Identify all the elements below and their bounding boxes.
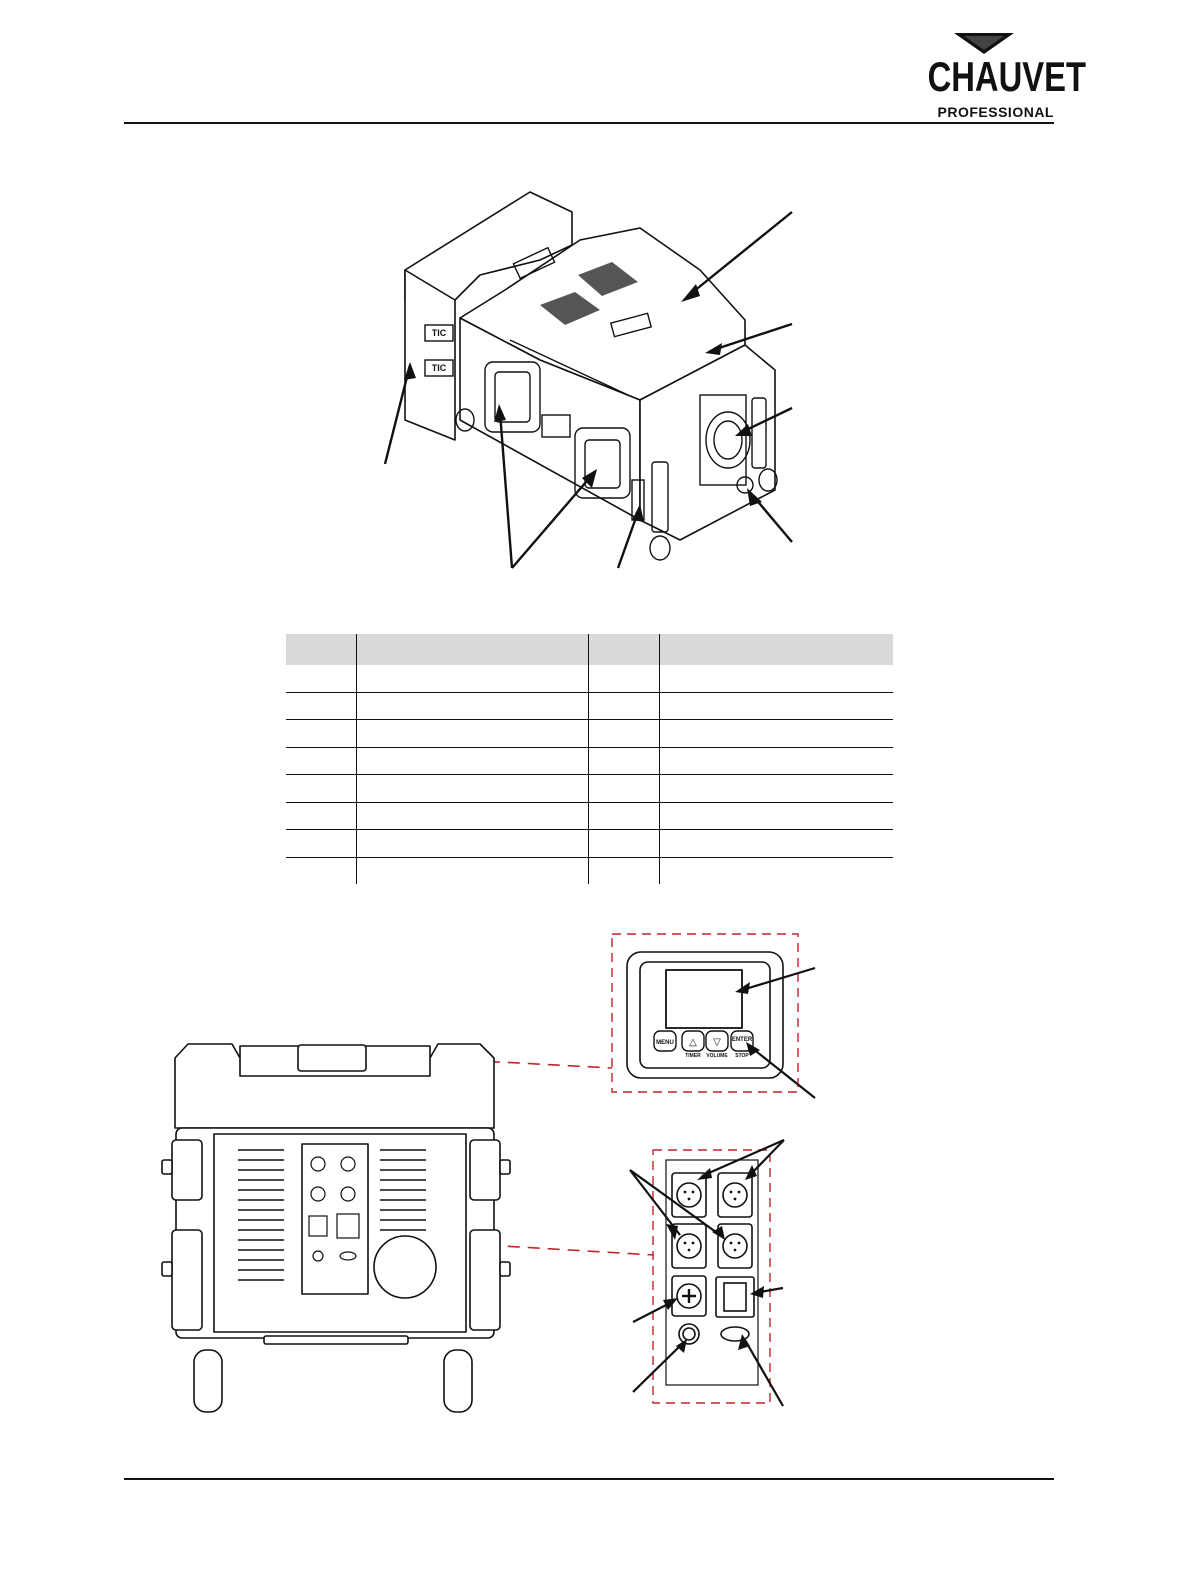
table-cell [660,720,893,748]
chauvet-professional-logo [912,30,1086,122]
table-cell [589,775,660,803]
callout-line-handle-b [512,475,592,568]
table-cell [356,775,589,803]
table-cell [286,720,356,748]
menu-button: MENU [656,1040,674,1046]
table-cell [356,802,589,830]
table-row [286,802,893,830]
parts-table [286,634,893,884]
logo-subtitle: PROFESSIONAL [937,104,1054,120]
table-cell [356,692,589,720]
timer-caption: TIMER [685,1053,701,1059]
callout-line-power [754,497,792,542]
stop-caption: STOP [735,1053,749,1059]
header-cell [356,634,589,665]
table-cell [286,747,356,775]
table-cell [356,665,589,692]
table-cell [286,692,356,720]
table-cell [589,665,660,692]
table-cell [589,830,660,858]
table-cell [589,692,660,720]
table-cell [660,857,893,884]
table-row [286,720,893,748]
front-panel-label-2: TIC [431,363,447,373]
product-front-view-figure [370,185,810,580]
table-cell [286,857,356,884]
table-cell [589,720,660,748]
header-cell [286,634,356,665]
table-cell [356,720,589,748]
callout-line-top [688,212,792,296]
header-cell [589,634,660,665]
volume-caption: VOLUME [706,1053,728,1059]
front-panel-label-1: TIC [431,328,447,338]
header-rule [124,122,1054,124]
table-cell [660,692,893,720]
table-row [286,692,893,720]
table-row [286,747,893,775]
table-cell [660,802,893,830]
table-cell [356,747,589,775]
down-button: ▽ [713,1037,721,1048]
table-cell [660,665,893,692]
enter-button: ENTER [731,1037,753,1043]
table-cell [660,830,893,858]
table-row [286,775,893,803]
table-cell [286,665,356,692]
table-cell [356,830,589,858]
product-rear-view-figure [150,928,830,1428]
table-cell [286,802,356,830]
table-row [286,857,893,884]
table-cell [356,857,589,884]
table-cell [660,775,893,803]
logo-wordmark: CHAUVET [927,53,1086,100]
table-cell [589,747,660,775]
footer-rule [124,1478,1054,1480]
table-row [286,830,893,858]
table-cell [286,775,356,803]
table-cell [660,747,893,775]
table-header-row [286,634,893,665]
table-cell [589,857,660,884]
header-cell [660,634,893,665]
up-button: △ [689,1037,697,1048]
table-cell [286,830,356,858]
table-row [286,665,893,692]
table-cell [589,802,660,830]
